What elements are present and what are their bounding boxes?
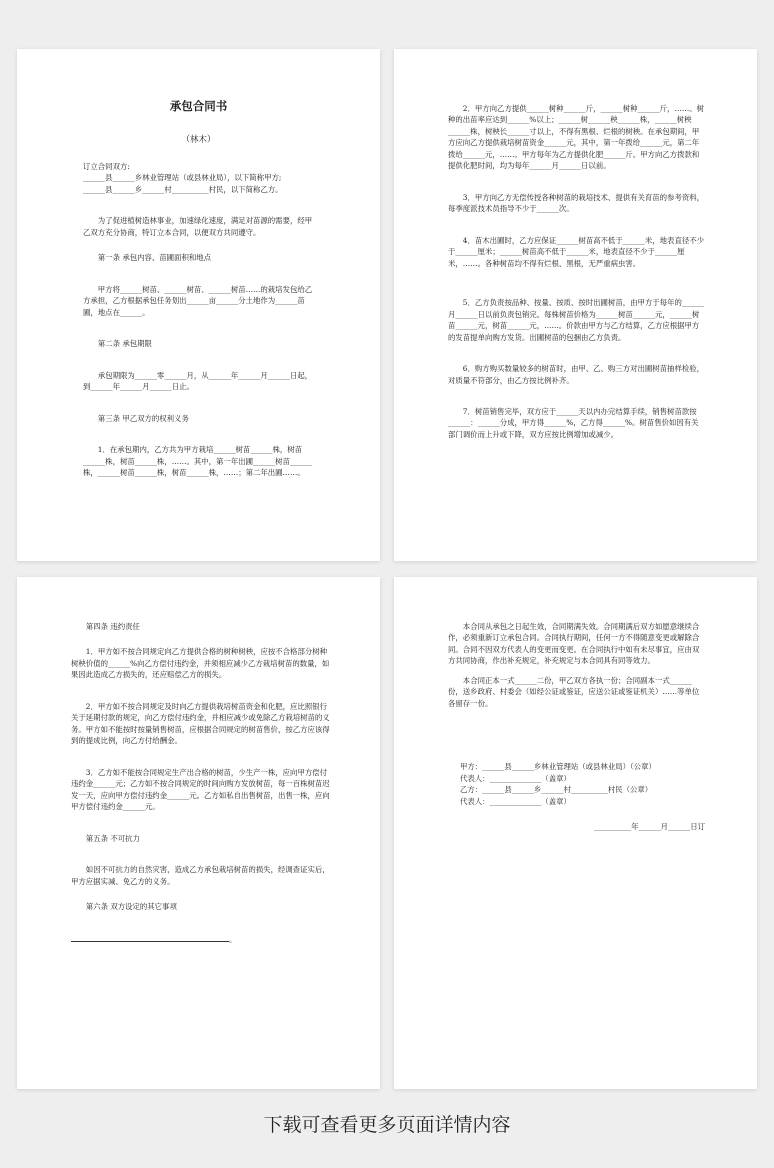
article-4-item-2: 2．甲方如不按合同规定及时向乙方提供栽培树苗资金和化肥，应比照银行关于延期付款的规定，向乙方偿付违约金，并相应减少或免除乙方栽培树苗的义务。甲方如不能按时按量销售树苗，应根据合同规定的树苗售价，按乙方应该得到的提成比例，向乙方付给酬金。 bbox=[71, 701, 330, 746]
article-3-item-6: 6．购方购买数量较多的树苗时，由甲、乙、购三方对出圃树苗抽样检验，对质量不符部分，由乙方按比例补齐。 bbox=[448, 364, 705, 385]
article-6-end: 。 bbox=[229, 934, 237, 944]
article-3-item-4: 4．苗木出圃时，乙方应保证______树苗高不低于______米，地表直径不少于______厘米；______树苗高不低于______米，地表直径不少于______厘米，……。各种树苗均不得有烂根、黑根，无严重病虫害。 bbox=[448, 235, 705, 268]
article-5-text: 如因不可抗力的自然灾害，造成乙方承包栽培树苗的损失，经调查证实后，甲方应据实减、免乙方的义务。 bbox=[71, 865, 330, 886]
parties-intro: 订立合同双方: bbox=[83, 161, 130, 171]
article-3-item-7: 7．树苗销售完毕，双方应于______天以内办完结算手续，销售树苗款按______：______分成，甲方得______%，乙方得______%。树苗售价如因有关部门调价而上升或下降，双方应按比例增加或减少。 bbox=[448, 406, 699, 439]
article-3-text: 1．在承包期内，乙方共为甲方栽培______树苗______株，树苗______株，树苗______株，……。其中，第一年出圃______树苗______株，______树苗______株，树苗______株，……；第二年出圃……。 bbox=[83, 445, 313, 478]
article-4-item-1: 1．甲方如不按合同规定向乙方提供合格的树种树秧，应按不合格部分树种树秧价值的______%向乙方偿付违约金，并须相应减少乙方栽培树苗的数量，如果因此造成乙方损失的，还应赔偿乙方的损失。 bbox=[71, 647, 330, 680]
contract-page-3 bbox=[17, 577, 380, 1089]
article-6-title: 第六条 双方设定的其它事项 bbox=[85, 902, 177, 912]
party-a-line: ______县______乡林业管理站（或县林业局），以下简称甲方; bbox=[83, 173, 282, 183]
view-more-caption: 下载可查看更多页面详情内容 bbox=[263, 1114, 511, 1136]
preamble: 为了促进植树造林事业，加速绿化速度，满足对苗源的需要，经甲乙双方充分协商，特订立本合同，以便双方共同遵守。 bbox=[83, 216, 313, 237]
article-3-item-2: 2．甲方向乙方提供______树种______斤，______树种______斤，……。树种的出苗率应达到______%以上；______树______秧______株，______树秧______株，树秧长______寸以上，不得有黑根、烂根的树秧。在承包期间，甲方应向乙方提供栽培树苗资金______元，其中，第一年拨给______元，第二年拨给______元，……。甲方每年为乙方提供化肥______斤。甲方向乙方拨款和提供化肥时间，均为每年______月______日以前。 bbox=[448, 104, 705, 171]
article-3-item-3: 3．甲方向乙方无偿传授各种树苗的栽培技术、提供有关育苗的参考资料，每季度派技术员指导不少于______次。 bbox=[448, 192, 705, 214]
article-4-item-3: 3．乙方如不能按合同规定生产出合格的树苗，少生产一株，应向甲方偿付违约金______元；乙方如不按合同规定的时间向购方发放树苗，每一百株树苗迟发一天，应向甲方偿付违约金______元。乙方如私自出售树苗，出售一株，应向甲方偿付违约金______元。 bbox=[71, 767, 330, 812]
contract-subtitle: （林木） bbox=[181, 134, 216, 145]
blank-line bbox=[71, 933, 229, 942]
article-1-text: 甲方将______树苗、______树苗、______树苗……的栽培发包给乙方承担，乙方根据承包任务划出______亩______分土地作为______苗圃，地点在______。 bbox=[83, 284, 313, 317]
contract-date: __________年______月______日订 bbox=[594, 822, 705, 832]
article-6-blank bbox=[71, 933, 330, 945]
article-1-title: 第一条 承包内容、苗圃面积和地点 bbox=[97, 253, 212, 263]
article-3-title: 第三条 甲乙双方的权利义务 bbox=[97, 413, 189, 423]
article-5-title: 第五条 不可抗力 bbox=[85, 833, 140, 843]
party-a-representative: 代表人：______________（盖章） bbox=[460, 773, 571, 783]
effective-clause: 本合同从承包之日起生效，合同期满失效。合同期满后双方如愿意继续合作，必须重新订立承包合同。合同执行期间，任何一方不得随意变更或解除合同。合同不因双方代表人的变更而变更。在合同执行中如有未尽事宜，应由双方共同协商，作出补充规定，补充规定与本合同具有同等效力。 bbox=[448, 622, 700, 666]
contract-page-2 bbox=[394, 49, 757, 561]
contract-page-1 bbox=[17, 49, 380, 561]
party-b-line: ______县______乡______村__________村民，以下简称乙方。 bbox=[83, 184, 283, 194]
article-2-text: 承包期限为______零______月，从______年______月______日起，到______年______月______日止。 bbox=[83, 370, 313, 392]
party-b-signature: 乙方：______县______乡______村__________村民（公章） bbox=[460, 785, 653, 795]
party-b-representative: 代表人：______________（盖章） bbox=[460, 796, 571, 806]
article-3-item-5: 5．乙方负责按品种、按量、按质、按时出圃树苗，由甲方于每年的______月______日以前负责包销完。每株树苗价格为______树苗______元，______树苗______元，树苗______元，……。价款由甲方与乙方结算，乙方应根据甲方的发苗提单向购方发货。出圃树苗的包捆由乙方负责。 bbox=[448, 298, 705, 342]
contract-page-4 bbox=[394, 577, 757, 1089]
article-4-title: 第四条 违约责任 bbox=[85, 622, 140, 631]
article-2-title: 第二条 承包期限 bbox=[97, 339, 152, 349]
contract-title: 承包合同书 bbox=[169, 99, 228, 113]
party-a-signature: 甲方：______县______乡林业管理站（或县林业局）（公章） bbox=[460, 762, 656, 772]
copies-clause: 本合同正本一式______二份，甲乙双方各执一份；合同副本一式______份，送乡政府、村委会（如经公证或鉴证，应送公证或鉴证机关）……等单位各留存一份。 bbox=[448, 675, 700, 708]
